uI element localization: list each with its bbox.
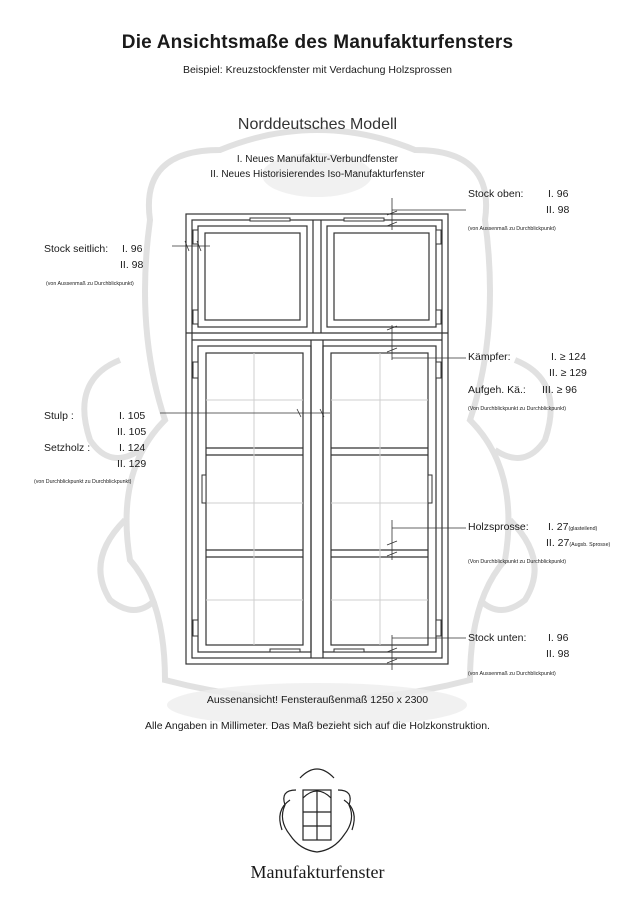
units-note: Alle Angaben in Millimeter. Das Maß bezieht sich auf die Holzkonstruktion. [145, 720, 490, 732]
kaempfer-note: (Von Durchblickpunkt zu Durchblickpunkt) [468, 406, 567, 412]
holzsprosse-v2: II. 27 [546, 537, 570, 549]
holzsprosse-v1-note: (glasteilend) [568, 526, 598, 532]
stock-seitlich-v2: II. 98 [120, 259, 144, 271]
kaempfer-v3: III. ≥ 96 [542, 384, 577, 396]
stock-unten-v2: II. 98 [546, 648, 570, 660]
kaempfer-v1: I. ≥ 124 [551, 351, 586, 363]
stock-oben-label: Stock oben: [468, 188, 524, 200]
page-title: Die Ansichtsmaße des Manufakturfensters [121, 32, 514, 53]
stock-seitlich-v1: I. 96 [122, 243, 143, 255]
holzsprosse-v2-note: (Augsb. Sprosse) [569, 542, 611, 548]
outer-dimension-text: Aussenansicht! Fensteraußenmaß 1250 x 2300 [206, 694, 429, 706]
setzholz-v2: II. 129 [117, 458, 147, 470]
brand-name: Manufakturfenster [250, 862, 385, 882]
stock-unten-label: Stock unten: [468, 632, 527, 644]
holzsprosse-v2-row [546, 537, 610, 549]
model-line-1: I. Neues Manufaktur-Verbundfenster [236, 154, 399, 165]
stulp-note: (von Durchblickpunkt zu Durchblickpunkt) [34, 479, 132, 485]
stock-oben-note: (von Aussenmaß zu Durchblickpunkt) [468, 226, 556, 232]
stulp-v2: II. 105 [117, 426, 147, 438]
stulp-v1: I. 105 [119, 410, 146, 422]
setzholz-v1: I. 124 [119, 442, 146, 454]
aufgeh-kaempfer-label: Aufgeh. Kä.: [468, 384, 526, 396]
holzsprosse-v1: I. 27 [548, 521, 569, 533]
setzholz-label: Setzholz : [44, 442, 91, 454]
stock-oben-v2: II. 98 [546, 204, 570, 216]
model-name: Norddeutsches Modell [237, 116, 398, 133]
kaempfer-v2: II. ≥ 129 [549, 367, 587, 379]
stock-seitlich-note: (von Aussenmaß zu Durchblickpunkt) [46, 281, 134, 287]
stulp-label: Stulp : [44, 410, 74, 422]
page-subtitle: Beispiel: Kreuzstockfenster mit Verdachung Holzsprossen [182, 64, 453, 76]
holzsprosse-v1-row [548, 521, 597, 533]
stock-seitlich-label: Stock seitlich: [44, 243, 109, 255]
stock-oben-v1: I. 96 [548, 188, 569, 200]
holzsprosse-label: Holzsprosse: [468, 521, 529, 533]
manufakturfenster-logo [280, 769, 354, 852]
stock-unten-note: (von Aussenmaß zu Durchblickpunkt) [468, 671, 556, 677]
stock-unten-v1: I. 96 [548, 632, 569, 644]
model-line-2: II. Neues Historisierendes Iso-Manufakturfenster [210, 169, 425, 180]
kaempfer-label: Kämpfer: [468, 351, 511, 363]
holzsprosse-note: (Von Durchblickpunkt zu Durchblickpunkt) [468, 559, 567, 565]
